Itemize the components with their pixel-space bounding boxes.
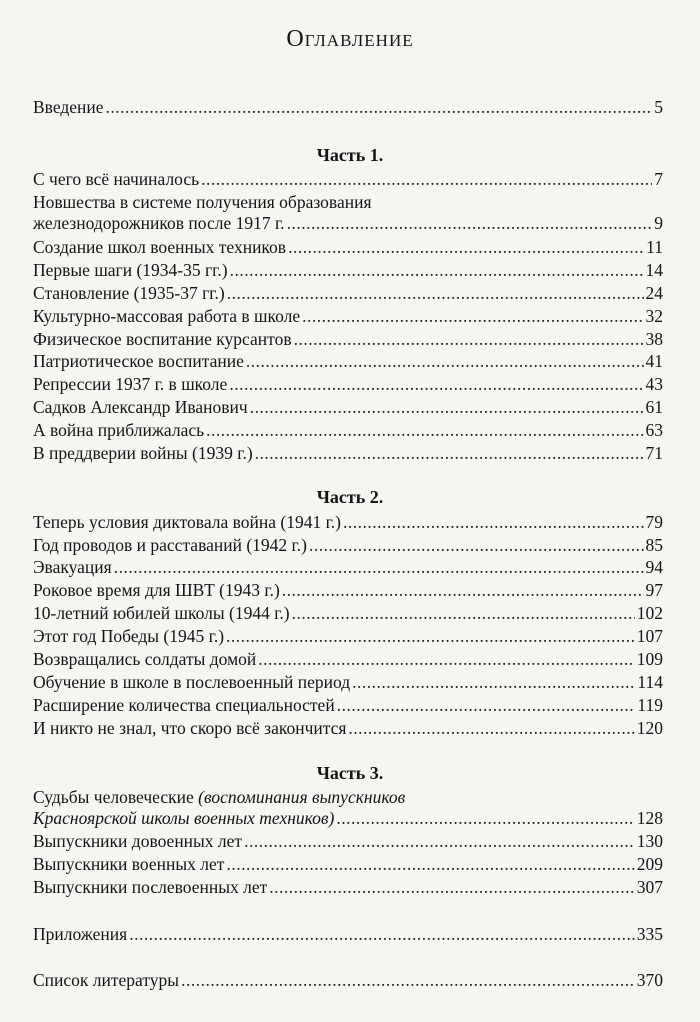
dot-leader [250, 396, 644, 418]
toc-entry-label: Выпускники послевоенных лет [33, 877, 268, 897]
toc-entry[interactable] [33, 602, 663, 624]
toc-entry-label: Введение [33, 97, 104, 117]
toc-entry-label: Год проводов и расставаний (1942 г.) [33, 535, 307, 555]
toc-entry-label: Возвращались солдаты домой [33, 649, 257, 669]
dot-leader [294, 328, 644, 350]
toc-entry-page: 109 [636, 649, 663, 669]
dot-leader [255, 442, 644, 464]
dot-leader [114, 556, 644, 578]
toc-entry-page: 24 [645, 283, 663, 303]
dot-leader [348, 717, 634, 739]
toc-entry[interactable] [33, 212, 663, 234]
toc-entry-page: 128 [636, 808, 663, 828]
toc-entry-label: Расширение количества специальностей [33, 695, 335, 715]
dot-leader [288, 236, 644, 258]
toc-entry[interactable] [33, 236, 663, 258]
dot-leader [201, 168, 652, 190]
dot-leader [352, 671, 635, 693]
toc-entry-page: 32 [645, 306, 663, 326]
dot-leader [227, 282, 644, 304]
toc-entry-page: 9 [654, 213, 663, 233]
toc-entry-label: Патриотическое воспитание [33, 351, 244, 371]
toc-entry-label: Первые шаги (1934-35 гг.) [33, 260, 228, 280]
toc-entry-page: 114 [637, 672, 663, 692]
toc-entry[interactable] [33, 419, 663, 441]
toc-entry[interactable] [33, 717, 663, 739]
toc-entry-label: Эвакуация [33, 557, 112, 577]
toc-entry-page: 102 [636, 603, 663, 623]
toc-entry[interactable] [33, 305, 663, 327]
toc-entry[interactable] [33, 876, 663, 898]
toc-entry[interactable] [33, 648, 663, 670]
toc-entry-label: Выпускники довоенных лет [33, 831, 243, 851]
toc-entry-page: 97 [645, 580, 663, 600]
toc-entry-page: 130 [636, 831, 663, 851]
toc-entry-label: Репрессии 1937 г. в школе [33, 374, 228, 394]
toc-entry-page: 107 [636, 626, 663, 646]
toc-entry-page: 119 [637, 695, 663, 715]
dot-leader [206, 419, 643, 441]
toc-entry-first-line [33, 786, 663, 808]
dot-leader [287, 212, 653, 234]
toc-entry-label: Красноярской школы военных техников) [33, 808, 335, 828]
toc-entry-first-line: Новшества в системе получения образования [33, 192, 372, 212]
toc-entry[interactable] [33, 534, 663, 556]
toc-entry-first-line-plain: Судьбы человеческие [33, 787, 199, 807]
toc-entry-page: 43 [645, 374, 663, 394]
toc-entry-label: И никто не знал, что скоро всё закончится [33, 718, 347, 738]
toc-entry-label: железнодорожников после 1917 г. [33, 213, 285, 233]
dot-leader [336, 807, 634, 829]
toc-entry-label: С чего всё начиналось [33, 169, 200, 189]
toc-entry-page: 11 [646, 237, 663, 257]
toc-entry[interactable] [33, 694, 663, 716]
toc-entry[interactable] [33, 373, 663, 395]
page-title: Оглавление [286, 26, 414, 52]
toc-entry-first-line-italic: (воспоминания выпускников [198, 787, 406, 807]
toc-entry-label: Список литературы [33, 970, 180, 990]
dot-leader [292, 602, 635, 624]
toc-entry[interactable] [33, 350, 663, 372]
toc-entry-label: А война приближалась [33, 420, 205, 440]
toc-entry-label: Теперь условия диктовала война (1941 г.) [33, 512, 341, 532]
toc-entry-intro[interactable] [33, 96, 663, 118]
toc-entry-page: 14 [645, 260, 663, 280]
part-1-heading: Часть 1. [316, 145, 384, 165]
dot-leader [106, 96, 653, 118]
toc-entry-bibliography[interactable] [33, 969, 663, 991]
dot-leader [229, 373, 643, 395]
toc-entry-label: 10-летний юбилей школы (1944 г.) [33, 603, 290, 623]
part-3-heading: Часть 3. [316, 763, 384, 783]
dot-leader [226, 853, 634, 875]
toc-entry-page: 38 [645, 329, 663, 349]
toc-entry-page: 307 [636, 877, 663, 897]
toc-entry-label: Этот год Победы (1945 г.) [33, 626, 225, 646]
toc-entry[interactable] [33, 328, 663, 350]
toc-entry-label: Садков Александр Иванович [33, 397, 248, 417]
toc-entry[interactable] [33, 168, 663, 190]
toc-entry-label: Создание школ военных техников [33, 237, 287, 257]
toc-entry-page: 94 [645, 557, 663, 577]
toc-entry[interactable] [33, 511, 663, 533]
toc-entry-page: 370 [636, 970, 663, 990]
toc-entry-page: 5 [654, 97, 663, 117]
dot-leader [246, 350, 644, 372]
dot-leader [258, 648, 634, 670]
toc-entry[interactable] [33, 556, 663, 578]
dot-leader [269, 876, 635, 898]
dot-leader [230, 259, 644, 281]
toc-entry[interactable] [33, 830, 663, 852]
toc-entry[interactable] [33, 442, 663, 464]
toc-entry-page: 120 [636, 718, 663, 738]
part-2-heading: Часть 2. [316, 487, 384, 507]
toc-entry-page: 63 [645, 420, 663, 440]
toc-entry[interactable] [33, 259, 663, 281]
toc-entry-page: 41 [645, 351, 663, 371]
dot-leader [309, 534, 644, 556]
toc-entry-appendix[interactable] [33, 923, 663, 945]
dot-leader [181, 969, 635, 991]
toc-entry[interactable] [33, 396, 663, 418]
toc-entry-page: 209 [636, 854, 663, 874]
toc-entry-page: 7 [654, 169, 663, 189]
toc-entry-label: Приложения [33, 924, 128, 944]
toc-entry-page: 79 [645, 512, 663, 532]
toc-entry-page: 71 [645, 443, 663, 463]
toc-entry-page: 85 [645, 535, 663, 555]
dot-leader [337, 694, 636, 716]
toc-entry[interactable] [33, 282, 663, 304]
toc-entry-label: Роковое время для ШВТ (1943 г.) [33, 580, 280, 600]
dot-leader [226, 625, 635, 647]
toc-entry-label: Культурно-массовая работа в школе [33, 306, 301, 326]
toc-entry[interactable] [33, 853, 663, 875]
dot-leader [282, 579, 644, 601]
toc-entry[interactable] [33, 671, 663, 693]
dot-leader [244, 830, 635, 852]
toc-entry-page: 335 [636, 924, 663, 944]
toc-entry[interactable] [33, 579, 663, 601]
toc-entry[interactable] [33, 625, 663, 647]
toc-entry-label: Обучение в школе в послевоенный период [33, 672, 351, 692]
dot-leader [343, 511, 644, 533]
toc-entry-label: Становление (1935-37 гг.) [33, 283, 225, 303]
toc-entry-page: 61 [645, 397, 663, 417]
toc-entry-label: В преддверии войны (1939 г.) [33, 443, 253, 463]
dot-leader [302, 305, 643, 327]
dot-leader [129, 923, 635, 945]
toc-entry-label: Выпускники военных лет [33, 854, 225, 874]
toc-entry[interactable] [33, 807, 663, 829]
toc-entry-label: Физическое воспитание курсантов [33, 329, 292, 349]
